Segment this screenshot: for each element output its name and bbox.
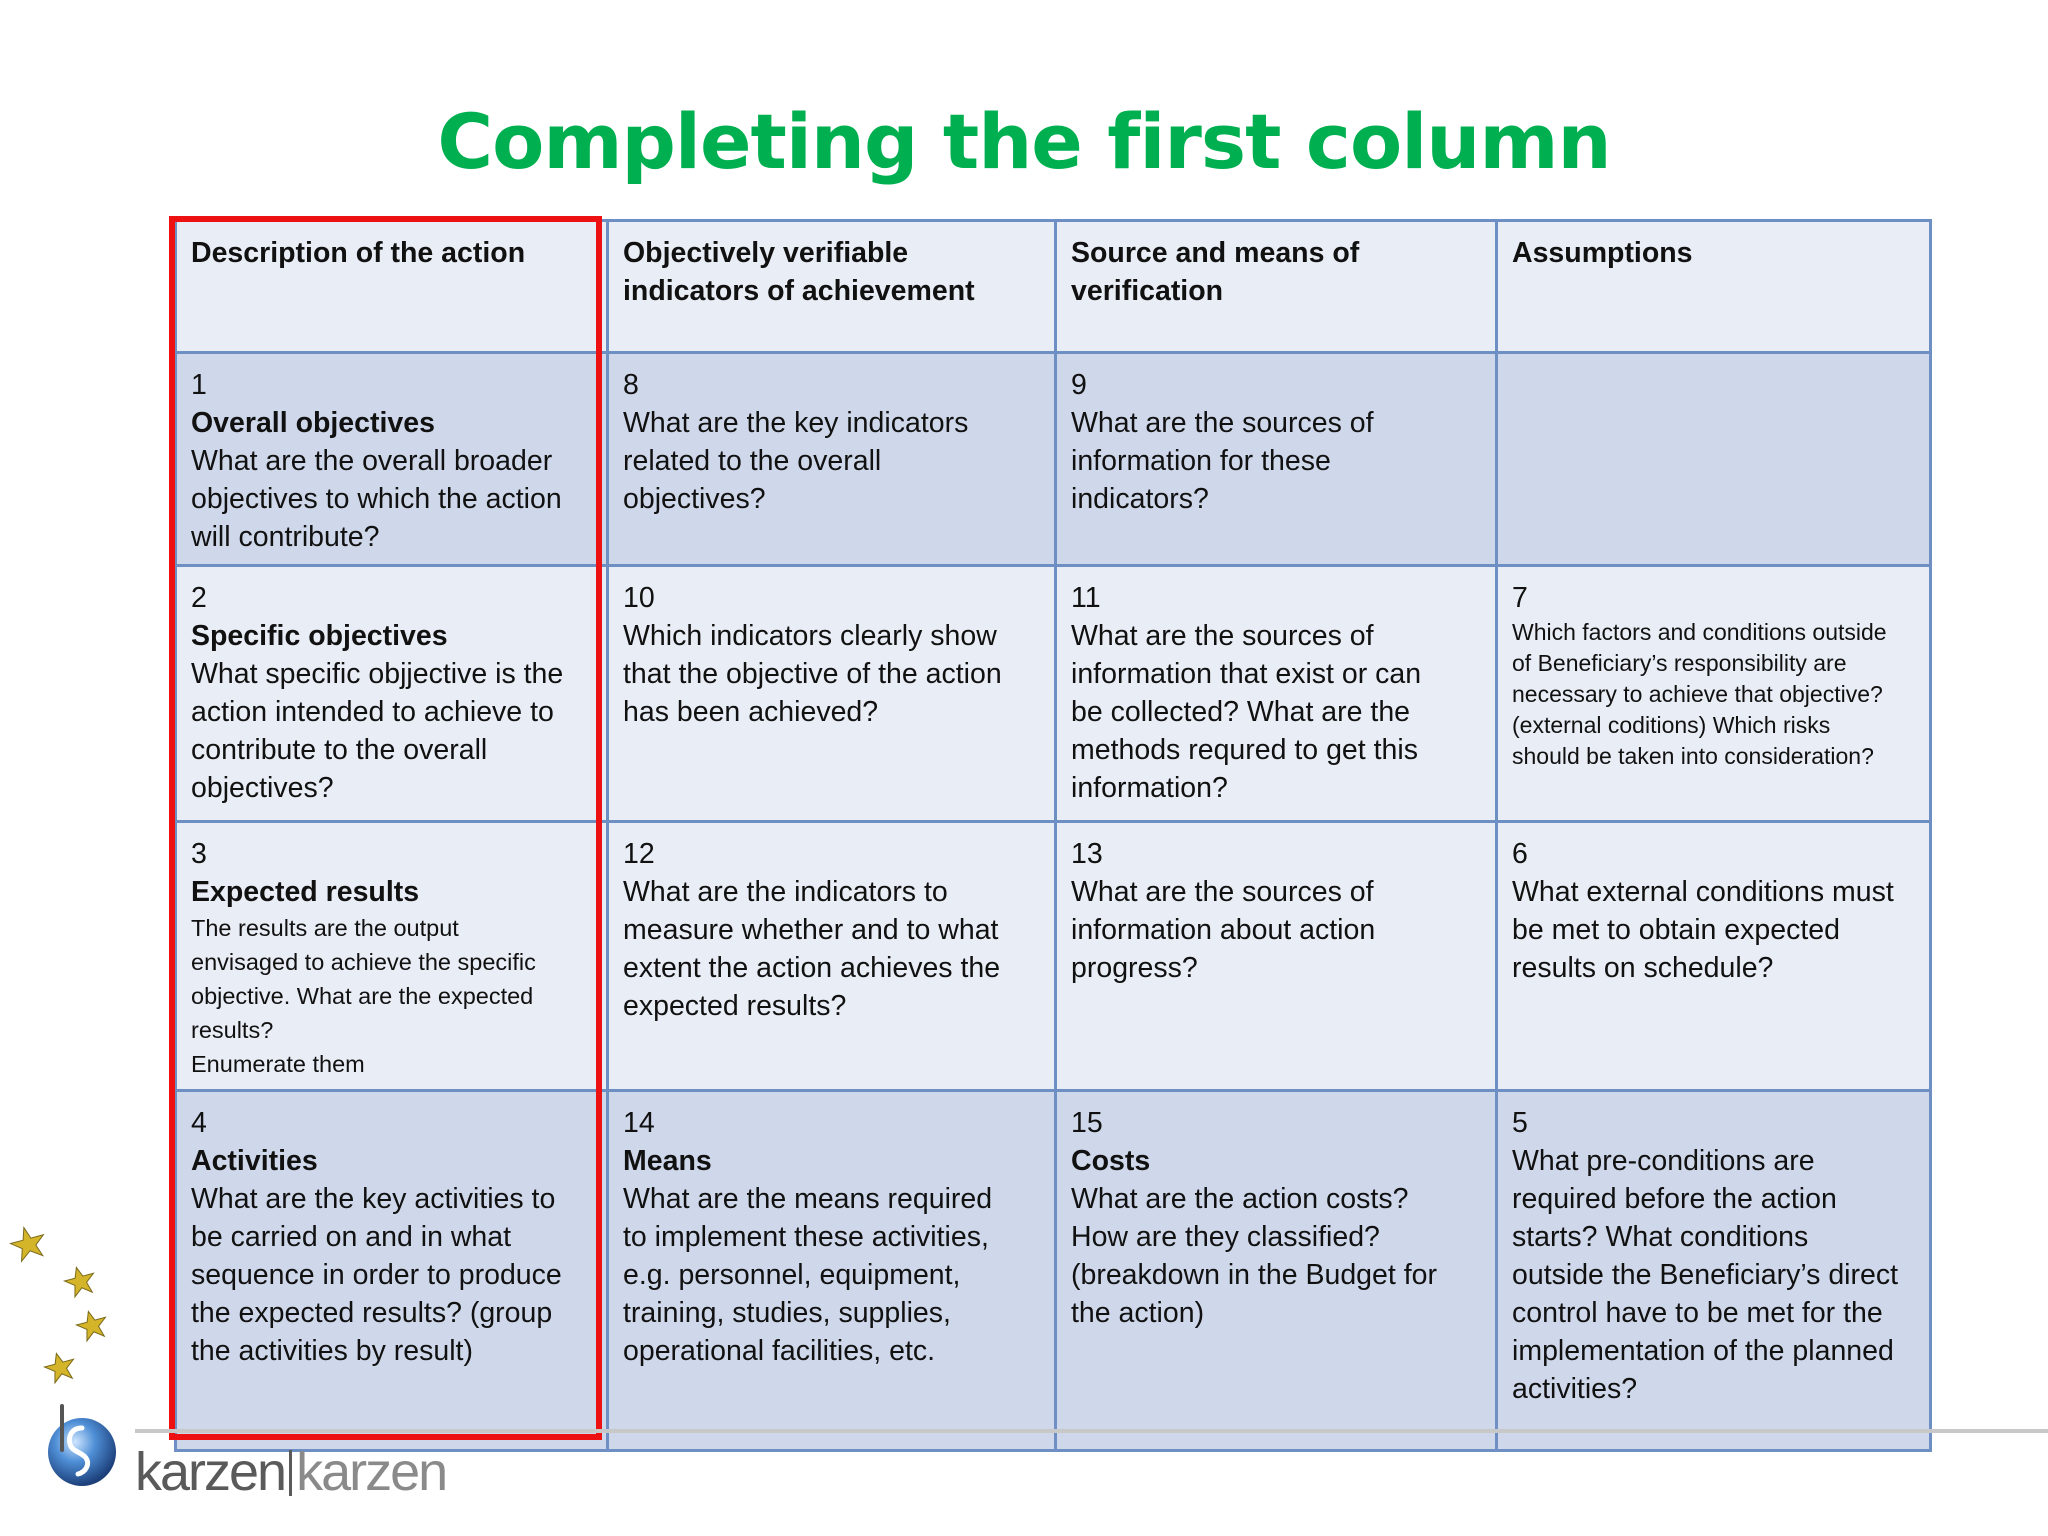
cell-activities-assumptions: 5 What pre-conditions are required before the action starts? What conditions outside the Beneficiary’s direct control have to be met for the implementation of the planned activities? <box>1497 1091 1931 1451</box>
cell-means: 14 Means What are the means required to implement these activities, e.g. personnel, equipment, training, studies, supplies, operational facilities, etc. <box>608 1091 1056 1451</box>
header-assumptions: Assumptions <box>1497 221 1931 353</box>
logo-word-2: karzen <box>296 1442 447 1502</box>
header-description: Description of the action <box>176 221 608 353</box>
cell-expected-results: 3 Expected results The results are the output envisaged to achieve the specific objective. What are the expected results? Enumerate them <box>176 822 608 1091</box>
globe-icon <box>38 1400 126 1488</box>
slide-title: Completing the first column <box>437 97 1611 186</box>
cell-results-assumptions: 6 What external conditions must be met to obtain expected results on schedule? <box>1497 822 1931 1091</box>
footer-divider <box>135 1429 2048 1433</box>
table-row <box>176 353 1931 566</box>
cell-results-indicators: 12 What are the indicators to measure whether and to what extent the action achieves the expected results? <box>608 822 1056 1091</box>
logical-framework-table <box>174 219 1932 1452</box>
eu-stars-icon <box>0 1215 130 1395</box>
karzen-logo-text <box>135 1440 446 1504</box>
cell-results-sources: 13 What are the sources of information about action progress? <box>1056 822 1497 1091</box>
logo-separator <box>289 1450 292 1496</box>
cell-overall-indicators: 8 What are the key indicators related to the overall objectives? <box>608 353 1056 566</box>
cell-activities: 4 Activities What are the key activities to be carried on and in what sequence in order to produce the expected results? (group the activities by result) <box>176 1091 608 1451</box>
header-sources: Source and means of verification <box>1056 221 1497 353</box>
cell-specific-indicators: 10 Which indicators clearly show that the objective of the action has been achieved? <box>608 566 1056 822</box>
table-header-row <box>176 221 1931 353</box>
logo-word-1: karzen <box>135 1442 286 1502</box>
cell-specific-objectives: 2 Specific objectives What specific objjective is the action intended to achieve to contribute to the overall objectives? <box>176 566 608 822</box>
cell-specific-assumptions: 7 Which factors and conditions outside of Beneficiary’s responsibility are necessary to achieve that objective? (external coditions) Which risks should be taken into consideration? <box>1497 566 1931 822</box>
table-row <box>176 822 1931 1091</box>
cell-costs: 15 Costs What are the action costs? How are they classified? (breakdown in the Budget for the action) <box>1056 1091 1497 1451</box>
table-row <box>176 1091 1931 1451</box>
table-row <box>176 566 1931 822</box>
cell-overall-assumptions <box>1497 353 1931 566</box>
header-indicators: Objectively verifiable indicators of achievement <box>608 221 1056 353</box>
cell-overall-sources: 9 What are the sources of information for these indicators? <box>1056 353 1497 566</box>
cell-overall-objectives: 1 Overall objectives What are the overall broader objectives to which the action will contribute? <box>176 353 608 566</box>
cell-specific-sources: 11 What are the sources of information that exist or can be collected? What are the methods requred to get this information? <box>1056 566 1497 822</box>
